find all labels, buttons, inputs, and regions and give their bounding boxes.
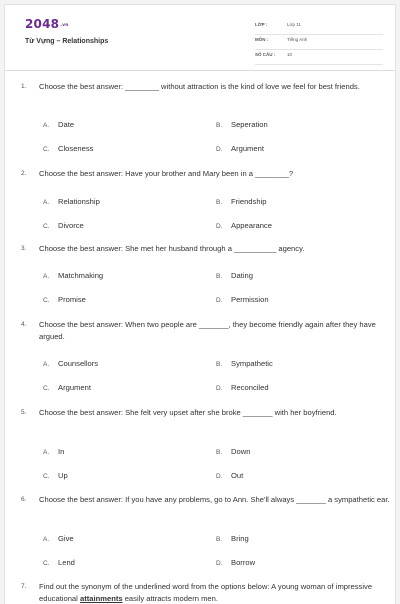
option-c[interactable]: [43, 221, 84, 230]
option-letter: A.: [43, 199, 50, 206]
option-a[interactable]: [43, 447, 64, 456]
option-letter: B.: [216, 199, 223, 206]
answer-blank: ________: [125, 82, 159, 91]
option-letter: C.: [43, 385, 50, 392]
option-label: Seperation: [231, 120, 268, 129]
option-a[interactable]: [43, 534, 74, 543]
option-d[interactable]: [216, 383, 269, 392]
question-text: [21, 243, 391, 255]
question-prompt-end: ?: [288, 169, 294, 178]
question-number: 4.: [21, 321, 27, 328]
question-prompt-end: with her boyfriend.: [272, 408, 337, 417]
option-d[interactable]: [216, 558, 255, 567]
option-a[interactable]: [43, 271, 103, 280]
question-prompt: Choose the best answer: When two people are: [39, 320, 199, 329]
question-number: 1.: [21, 83, 27, 90]
option-c[interactable]: [43, 471, 68, 480]
option-a[interactable]: [43, 120, 74, 129]
option-letter: C.: [43, 473, 50, 480]
question-prompt: Choose the best answer: If you have any problems, go to Ann. She'll always: [39, 495, 297, 504]
option-label: Out: [231, 471, 244, 480]
worksheet-topic: Từ Vựng – Relationships: [25, 38, 109, 45]
logo-tld: .vn: [60, 23, 69, 28]
option-letter: D.: [216, 297, 223, 304]
question-prompt-end: agency.: [276, 244, 305, 253]
meta-value: Lớp 11: [287, 22, 301, 27]
option-label: Borrow: [231, 558, 256, 567]
question-1: [21, 81, 391, 153]
answer-blank: ________: [255, 169, 289, 178]
option-label: Counsellors: [58, 359, 99, 368]
option-letter: B.: [216, 361, 223, 368]
option-c[interactable]: [43, 295, 86, 304]
question-prompt: Find out the synonym of the underlined word from the options below: A young woman of impressive educational: [39, 582, 373, 603]
meta-key: SỐ CÂU :: [255, 52, 276, 57]
option-letter: B.: [216, 449, 223, 456]
meta-value: 10: [287, 52, 293, 57]
option-label: Dating: [231, 271, 253, 280]
question-6: [21, 494, 391, 567]
option-a[interactable]: [43, 359, 98, 368]
option-label: In: [58, 447, 65, 456]
option-label: Down: [231, 447, 251, 456]
question-number: 2.: [21, 170, 27, 177]
option-letter: C.: [43, 560, 50, 567]
option-b[interactable]: [216, 534, 249, 543]
question-4: [21, 319, 391, 392]
question-3: [21, 243, 391, 304]
option-b[interactable]: [216, 120, 268, 129]
option-c[interactable]: [43, 383, 91, 392]
meta-row-class: [255, 20, 383, 35]
option-letter: C.: [43, 297, 50, 304]
meta-value: Tiếng Anh: [287, 37, 308, 42]
option-c[interactable]: [43, 558, 75, 567]
meta-row-count: [255, 50, 383, 65]
logo-text: 2048: [25, 17, 60, 31]
question-prompt-end: easily attracts modern men.: [122, 593, 218, 603]
worksheet-page: [4, 4, 396, 604]
option-letter: A.: [43, 536, 50, 543]
option-letter: D.: [216, 146, 223, 153]
option-letter: D.: [216, 560, 223, 567]
option-label: Argument: [58, 383, 91, 392]
site-logo[interactable]: [25, 17, 69, 31]
question-prompt: Choose the best answer: She met her husband through a: [39, 244, 235, 253]
option-b[interactable]: [216, 197, 266, 206]
worksheet-header: [5, 5, 395, 71]
answer-blank: _______: [198, 320, 229, 329]
question-text: [21, 494, 391, 506]
option-d[interactable]: [216, 295, 269, 304]
option-letter: A.: [43, 361, 50, 368]
answer-blank: _______: [296, 495, 326, 504]
question-number: 6.: [21, 496, 27, 503]
option-label: Give: [58, 534, 74, 543]
question-number: 5.: [21, 409, 27, 416]
question-prompt-end: a sympathetic ear.: [325, 495, 390, 504]
question-7: [21, 581, 391, 604]
option-label: Appearance: [231, 221, 272, 230]
underlined-word: attainments: [79, 593, 123, 603]
question-prompt: Choose the best answer: Have your brother and Mary been in a: [39, 169, 256, 178]
question-prompt-end: without attraction is the kind of love we feel for best friends.: [158, 82, 360, 91]
option-label: Lend: [58, 558, 75, 567]
option-label: Bring: [231, 534, 249, 543]
option-letter: B.: [216, 122, 223, 129]
question-5: [21, 407, 391, 480]
question-text: [21, 319, 391, 342]
meta-row-subject: [255, 35, 383, 50]
question-text: [21, 407, 391, 419]
option-c[interactable]: [43, 144, 93, 153]
option-label: Matchmaking: [58, 271, 104, 280]
meta-key: MÔN :: [255, 37, 269, 42]
option-label: Reconciled: [231, 383, 269, 392]
option-b[interactable]: [216, 359, 273, 368]
question-text: [21, 168, 391, 180]
option-letter: D.: [216, 473, 223, 480]
option-letter: B.: [216, 536, 223, 543]
question-number: 7.: [21, 583, 27, 590]
meta-key: LỚP :: [255, 22, 268, 27]
question-2: [21, 168, 391, 230]
option-letter: D.: [216, 223, 223, 230]
option-label: Up: [58, 471, 68, 480]
option-label: Date: [58, 120, 75, 129]
answer-blank: _______: [242, 408, 273, 417]
answer-blank: __________: [234, 244, 277, 253]
question-prompt-end: , they become friendly again after they have argued.: [39, 320, 376, 341]
question-prompt: Choose the best answer:: [39, 82, 126, 91]
option-letter: C.: [43, 223, 50, 230]
option-letter: B.: [216, 273, 223, 280]
option-a[interactable]: [43, 197, 100, 206]
option-label: Closeness: [58, 144, 94, 153]
option-label: Relationship: [58, 197, 100, 206]
question-text: [21, 581, 391, 604]
option-label: Sympathetic: [231, 359, 273, 368]
question-number: 3.: [21, 245, 27, 252]
option-label: Permission: [231, 295, 269, 304]
option-d[interactable]: [216, 221, 272, 230]
option-letter: C.: [43, 146, 50, 153]
option-d[interactable]: [216, 144, 264, 153]
option-label: Friendship: [231, 197, 267, 206]
option-b[interactable]: [216, 447, 250, 456]
option-letter: A.: [43, 122, 50, 129]
option-letter: A.: [43, 273, 50, 280]
option-letter: A.: [43, 449, 50, 456]
worksheet-meta: [255, 20, 383, 65]
option-letter: D.: [216, 385, 223, 392]
option-d[interactable]: [216, 471, 243, 480]
question-prompt: Choose the best answer: She felt very upset after she broke: [39, 408, 243, 417]
option-label: Argument: [231, 144, 264, 153]
option-label: Divorce: [58, 221, 84, 230]
option-b[interactable]: [216, 271, 253, 280]
question-text: [21, 81, 391, 93]
option-label: Promise: [58, 295, 86, 304]
